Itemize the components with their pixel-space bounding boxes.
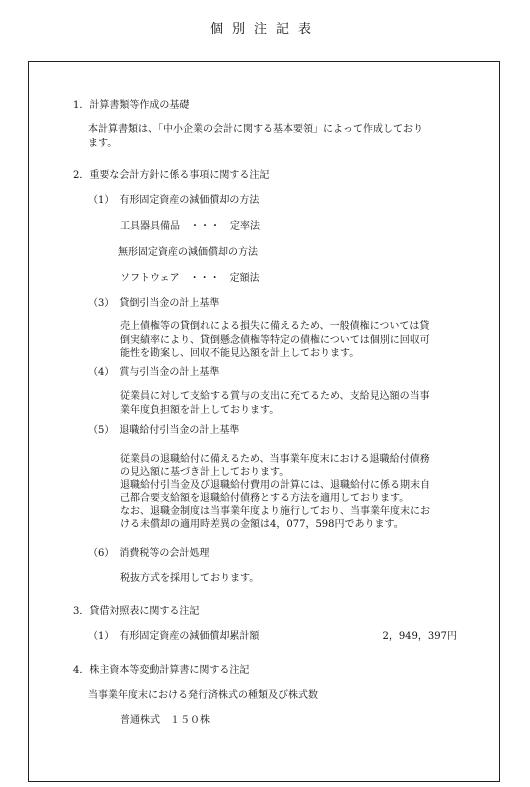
item-2-body: ソフトウェア ・・・ 定額法 <box>120 273 260 284</box>
paragraph-line: 倒実績率により、貸倒懸念債権等特定の債権については個別に回収可 <box>120 334 430 346</box>
item-4-body <box>120 390 470 417</box>
item-3-heading: （3） 貸倒引当金の計上基準 <box>88 298 220 309</box>
section-4-shares: 普通株式 １５０株 <box>120 715 210 726</box>
paragraph-line: なお、退職金制度は当事業年度より施行しており、当事業年度末にお <box>120 506 430 517</box>
paragraph-line: ける未償却の適用時差異の金額は4，077，598円であります。 <box>120 519 404 530</box>
paragraph-line: 退職給付引当金及び退職給付費用の計算には、退職給付に係る期末自 <box>120 480 430 491</box>
section-3-item-value: 2，949，397円 <box>382 631 457 642</box>
item-5-heading: （5） 退職給付引当金の計上基準 <box>88 425 240 436</box>
paragraph-line: 売上債権等の貸倒れによる損失に備えるため、一般債権については貸 <box>120 321 430 332</box>
paragraph-line: ます。 <box>88 137 118 149</box>
paragraph-line: 従業員の退職給付に備えるため、当事業年度末における退職給付債務 <box>120 454 430 465</box>
item-2-heading: 無形固定資産の減価償却の方法 <box>88 247 258 258</box>
section-2-heading: 2．重要な会計方針に係る事項に関する注記 <box>73 170 270 181</box>
section-1-body <box>88 123 438 150</box>
item-4-heading: （4） 賞与引当金の計上基準 <box>88 367 220 378</box>
section-1-heading: 1．計算書類等作成の基礎 <box>73 100 190 111</box>
section-3-item-label: （1） 有形固定資産の減価償却累計額 <box>88 631 260 642</box>
item-1-heading: （1） 有形固定資産の減価償却の方法 <box>88 195 260 206</box>
item-5-body <box>120 453 470 531</box>
item-1-body: 工具器具備品 ・・・ 定率法 <box>120 221 260 232</box>
item-6-body: 税抜方式を採用しております。 <box>120 573 260 584</box>
section-3-heading: 3．貸借対照表に関する注記 <box>73 606 200 617</box>
paragraph-line: の見込額に基づき計上しております。 <box>120 467 290 478</box>
item-3-body <box>120 320 470 361</box>
paragraph-line: 己都合要支給額を退職給付債務とする方法を適用しております。 <box>120 493 410 504</box>
section-4-body: 当事業年度末における発行済株式の種類及び株式数 <box>88 690 318 701</box>
item-6-heading: （6） 消費税等の会計処理 <box>88 548 210 559</box>
section-4-heading: 4．株主資本等変動計算書に関する注記 <box>73 665 250 676</box>
paragraph-line: 業年度負担額を計上しております。 <box>120 404 280 416</box>
paragraph-line: 能性を勘案し、回収不能見込額を計上しております。 <box>120 348 360 359</box>
paragraph-line: 従業員に対して支給する賞与の支出に充てるため、支給見込額の当事 <box>120 391 430 402</box>
page-title: 個別注記表 <box>209 22 320 37</box>
paragraph-line: 本計算書類は、「中小企業の会計に関する基本要領」によって作成しており <box>88 124 423 135</box>
